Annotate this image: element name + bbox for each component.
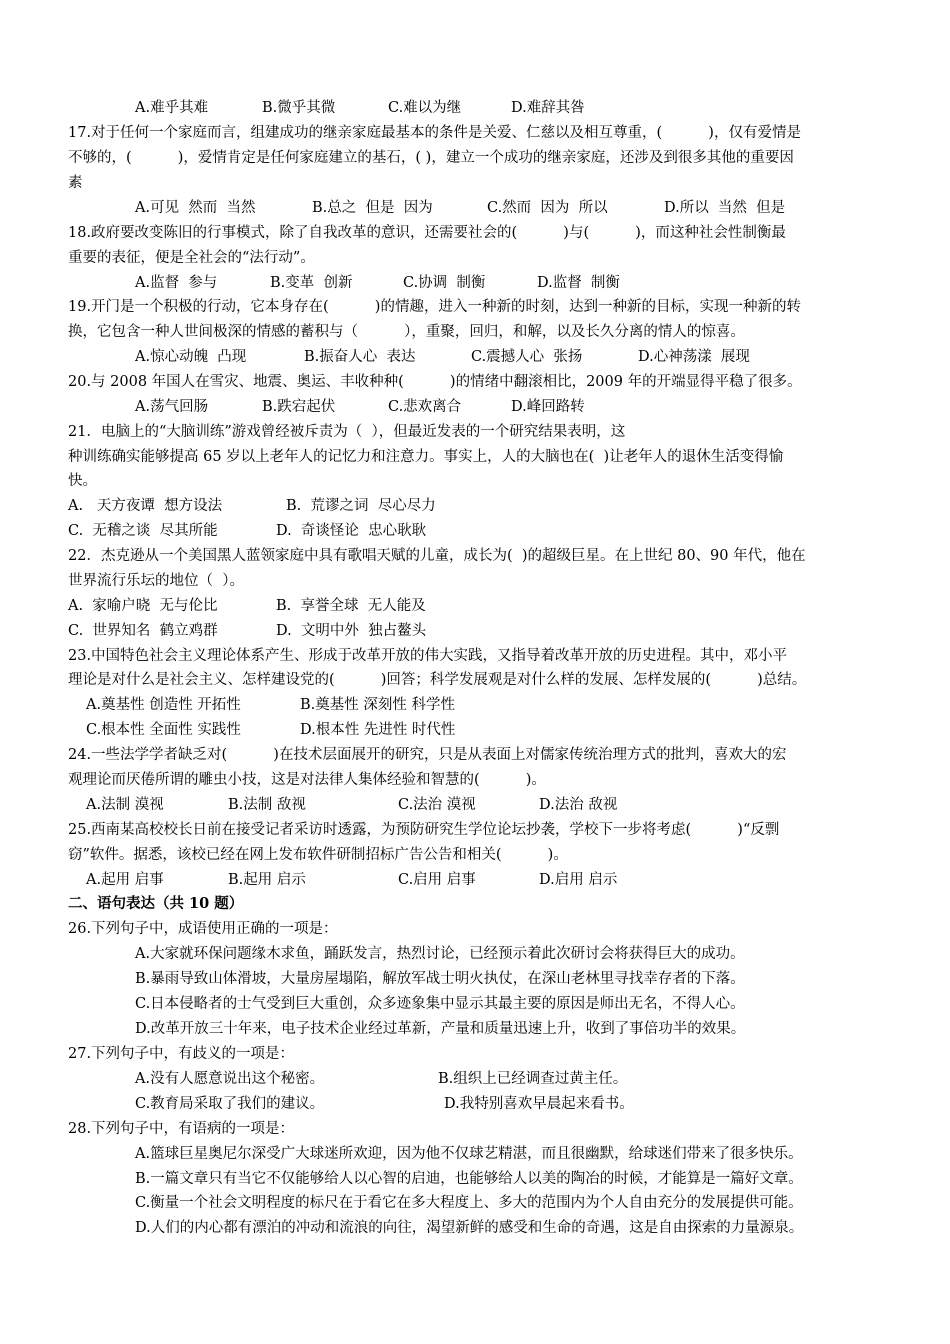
- q26-option-b: B.暴雨导致山体滑坡，大量房屋塌陷，解放军战士明火执仗，在深山老林里寻找幸存者的下落。: [135, 971, 745, 987]
- q19-option-c: C.震撼人心 张扬: [471, 349, 583, 365]
- q22-option-b: B. 享誉全球 无人能及: [276, 598, 426, 614]
- q27-option-c: C.教育局采取了我们的建议。: [135, 1096, 325, 1112]
- q18-option-a: A.监督 参与: [135, 275, 218, 291]
- q21-stem-line-2: 种训练确实能够提高 65 岁以上老年人的记忆力和注意力。事实上，人的大脑也在( )让老年人的退休生活变得愉: [68, 449, 784, 465]
- q28-option-c: C.衡量一个社会文明程度的标尺在于看它在多大程度上、多大的范围内为个人自由充分的发展提供可能。: [135, 1195, 803, 1211]
- q17-stem-line-1: 17.对于任何一个家庭而言，组建成功的继亲家庭最基本的条件是关爱、仁慈以及相互尊重，( )，仅有爱情是: [68, 125, 801, 141]
- q17-option-b: B.总之 但是 因为: [312, 200, 433, 216]
- q17-stem-line-2: 不够的，( )，爱情肯定是任何家庭建立的基石，( )，建立一个成功的继亲家庭，还涉及到很多其他的重要因: [68, 150, 794, 166]
- q17-option-c: C.然而 因为 所以: [487, 200, 608, 216]
- q21-stem-line-1: 21．电脑上的“大脑训练”游戏曾经被斥责为（ ），但最近发表的一个研究结果表明，这: [68, 424, 626, 440]
- q20-option-b: B.跌宕起伏: [262, 399, 336, 415]
- q27-option-a: A.没有人愿意说出这个秘密。: [135, 1071, 325, 1087]
- q25-stem-line-2: 窃”软件。据悉，该校已经在网上发布软件研制招标广告公告和相关( )。: [68, 847, 568, 863]
- q21-stem-line-3: 快。: [68, 473, 97, 489]
- q19-option-a: A.惊心动魄 凸现: [135, 349, 247, 365]
- q24-stem-line-2: 观理论而厌倦所谓的雕虫小技，这是对法律人集体经验和智慧的( )。: [68, 772, 546, 788]
- q26-stem: 26.下列句子中，成语使用正确的一项是：: [68, 921, 338, 937]
- q26-option-c: C.日本侵略者的士气受到巨大重创，众多迹象集中显示其最主要的原因是师出无名，不得人心。: [135, 996, 745, 1012]
- q23-option-a: A.奠基性 创造性 开拓性: [86, 697, 241, 713]
- q16-option-d: D.难辞其咎: [511, 100, 585, 116]
- q27-option-b: B.组织上已经调查过黄主任。: [438, 1071, 628, 1087]
- q27-option-d: D.我特别喜欢早晨起来看书。: [444, 1096, 634, 1112]
- q23-option-c: C.根本性 全面性 实践性: [86, 722, 241, 738]
- q28-option-d: D.人们的内心都有漂泊的冲动和流浪的向往，渴望新鲜的感受和生命的奇遇，这是自由探索的力量源泉。: [135, 1220, 804, 1236]
- q17-stem-line-3: 素: [68, 175, 83, 191]
- q18-option-d: D.监督 制衡: [537, 275, 620, 291]
- q21-option-d: D. 奇谈怪论 忠心耿耿: [276, 523, 427, 539]
- q17-option-a: A.可见 然而 当然: [135, 200, 256, 216]
- q22-stem-line-1: 22．杰克逊从一个美国黑人蓝领家庭中具有歌唱天赋的儿童，成长为( )的超级巨星。在上世纪 80、90 年代，他在: [68, 548, 806, 564]
- q21-option-b: B. 荒谬之词 尽心尽力: [286, 498, 436, 514]
- q28-option-b: B.一篇文章只有当它不仅能够给人以心智的启迪，也能够给人以美的陶冶的时候，才能算是一篇好文章。: [135, 1171, 803, 1187]
- q16-option-b: B.微乎其微: [262, 100, 336, 116]
- q25-option-c: C.启用 启事: [398, 872, 476, 888]
- q18-option-c: C.协调 制衡: [403, 275, 486, 291]
- q28-option-a: A.篮球巨星奥尼尔深受广大球迷所欢迎，因为他不仅球艺精湛，而且很幽默，给球迷们带来了很多快乐。: [135, 1146, 803, 1162]
- q20-stem-line-1: 20.与 2008 年国人在雪灾、地震、奥运、丰收种种( )的情绪中翻滚相比，2009 年的开端显得平稳了很多。: [68, 374, 802, 390]
- q19-stem-line-1: 19.开门是一个积极的行动，它本身存在( )的情趣，进入一种新的时刻，达到一种新的目标，实现一种新的转: [68, 299, 801, 315]
- q25-option-a: A.起用 启事: [86, 872, 164, 888]
- q19-option-d: D.心神荡漾 展现: [638, 349, 750, 365]
- q18-stem-line-2: 重要的表征，便是全社会的“法行动”。: [68, 250, 315, 266]
- q25-option-b: B.起用 启示: [228, 872, 306, 888]
- q23-stem-line-1: 23.中国特色社会主义理论体系产生、形成于改革开放的伟大实践，又指导着改革开放的历史进程。其中，邓小平: [68, 648, 788, 664]
- q25-stem-line-1: 25.西南某高校校长日前在接受记者采访时透露，为预防研究生学位论坛抄袭，学校下一步将考虑( )“反剽: [68, 822, 780, 838]
- q22-stem-line-2: 世界流行乐坛的地位（ ）。: [68, 573, 244, 589]
- q20-option-c: C.悲欢离合: [388, 399, 462, 415]
- q18-option-b: B.变革 创新: [270, 275, 353, 291]
- q19-option-b: B.振奋人心 表达: [304, 349, 416, 365]
- q22-option-c: C. 世界知名 鹤立鸡群: [68, 623, 218, 639]
- q20-option-a: A.荡气回肠: [135, 399, 209, 415]
- q17-option-d: D.所以 当然 但是: [664, 200, 786, 216]
- section-heading: 二、语句表达（共 10 题）: [68, 895, 244, 912]
- q16-option-a: A.难乎其难: [135, 100, 209, 116]
- q26-option-d: D.改革开放三十年来，电子技术企业经过革新，产量和质量迅速上升，收到了事倍功半的效果。: [135, 1021, 746, 1037]
- q24-stem-line-1: 24.一些法学学者缺乏对( )在技术层面展开的研究，只是从表面上对儒家传统治理方式的批判，喜欢大的宏: [68, 747, 787, 763]
- q20-option-d: D.峰回路转: [511, 399, 585, 415]
- q21-option-a: A. 天方夜谭 想方设法: [68, 498, 223, 514]
- q23-option-d: D.根本性 先进性 时代性: [300, 722, 456, 738]
- q19-stem-line-2: 换，它包含一种人世间极深的情感的蓄积与（ ），重聚，回归，和解，以及长久分离的情人的惊喜。: [68, 324, 745, 340]
- q18-stem-line-1: 18.政府要改变陈旧的行事模式，除了自我改革的意识，还需要社会的( )与( )，而这种社会性制衡最: [68, 225, 786, 241]
- q24-option-b: B.法制 敌视: [228, 797, 306, 813]
- q28-stem: 28.下列句子中，有语病的一项是：: [68, 1121, 295, 1137]
- q26-option-a: A.大家就环保问题缘木求鱼，踊跃发言，热烈讨论，已经预示着此次研讨会将获得巨大的成功。: [135, 946, 745, 962]
- q24-option-d: D.法治 敌视: [539, 797, 618, 813]
- q21-option-c: C. 无稽之谈 尽其所能: [68, 523, 218, 539]
- q25-option-d: D.启用 启示: [539, 872, 618, 888]
- q27-stem: 27.下列句子中，有歧义的一项是：: [68, 1046, 295, 1062]
- q22-option-d: D. 文明中外 独占鳌头: [276, 623, 427, 639]
- q23-stem-line-2: 理论是对什么是社会主义、怎样建设党的( )回答；科学发展观是对什么样的发展、怎样发展的( )总结。: [68, 672, 807, 688]
- q22-option-a: A. 家喻户晓 无与伦比: [68, 598, 218, 614]
- q24-option-c: C.法治 漠视: [398, 797, 476, 813]
- q16-option-c: C.难以为继: [388, 100, 462, 116]
- q24-option-a: A.法制 漠视: [86, 797, 164, 813]
- q23-option-b: B.奠基性 深刻性 科学性: [300, 697, 455, 713]
